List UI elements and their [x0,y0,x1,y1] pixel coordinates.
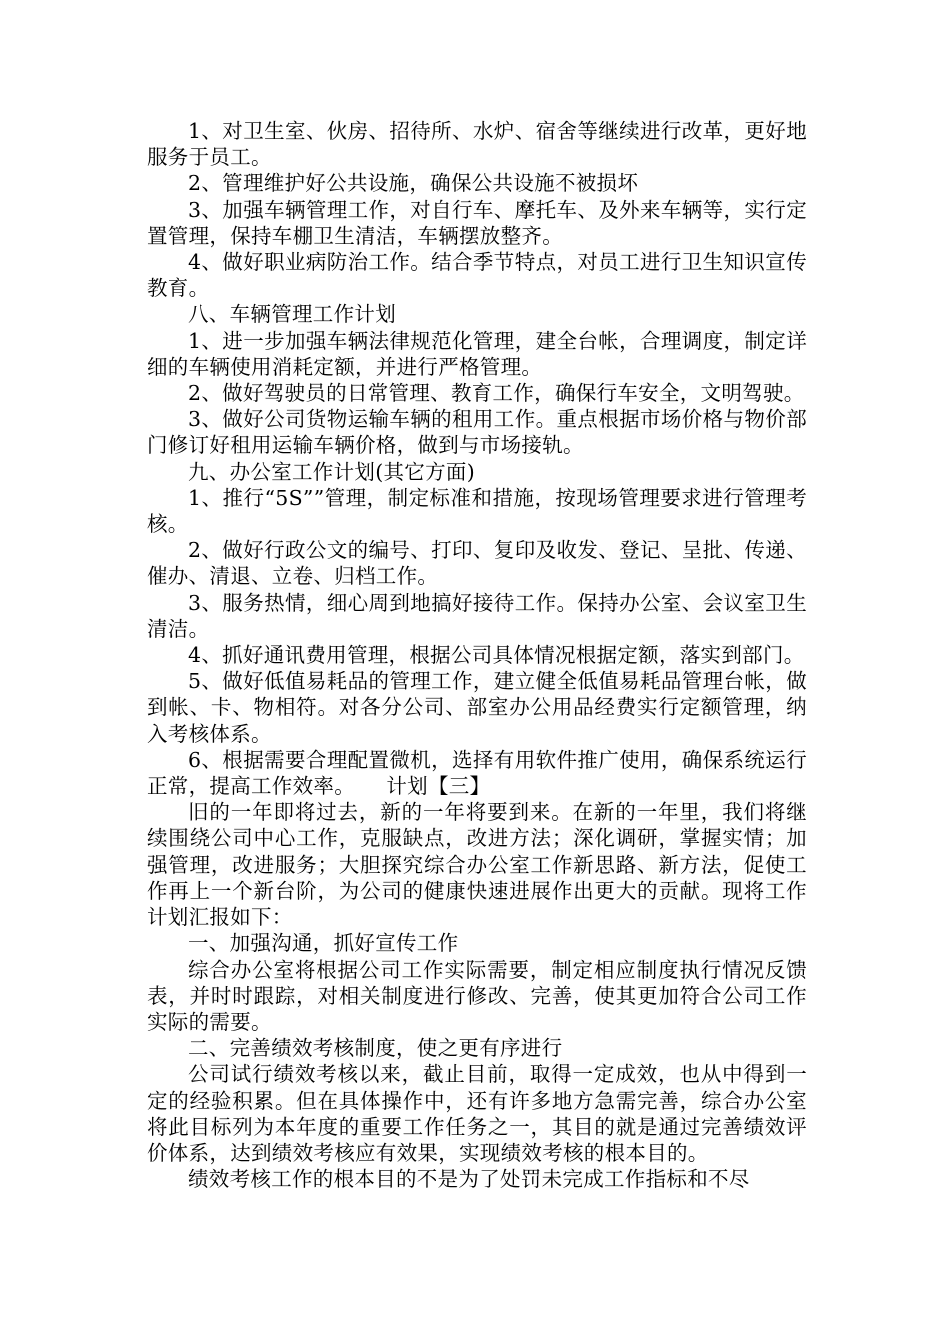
paragraph-item-7: 3、做好公司货物运输车辆的租用工作。重点根据市场价格与物价部门修订好租用运输车辆价格，做到与市场接轨。 [147,407,807,458]
section-heading-9: 九、办公室工作计划(其它方面) [188,459,475,484]
body-text [147,118,807,1192]
paragraph-item-3: 3、加强车辆管理工作，对自行车、摩托车、及外来车辆等，实行定置管理，保持车棚卫生清洁，车辆摆放整齐。 [147,197,807,248]
paragraph-item-13: 6、根据需要合理配置微机，选择有用软件推广使用，确保系统运行正常，提高工作效率。 计划【三】 [147,747,807,799]
paragraph-item-9: 2、做好行政公文的编号、打印、复印及收发、登记、呈批、传递、催办、清退、立卷、归档工作。 [147,538,807,589]
section-heading-1: 一、加强沟通，抓好宣传工作 [188,931,459,956]
paragraph-item-5: 1、进一步加强车辆法律规范化管理，建全台帐，合理调度，制定详细的车辆使用消耗定额，并进行严格管理。 [147,328,807,379]
section-heading-8: 八、车辆管理工作计划 [188,302,396,327]
paragraph-item-1: 1、对卫生室、伙房、招待所、水炉、宿舍等继续进行改革，更好地服务于员工。 [147,119,807,170]
paragraph-item-15: 公司试行绩效考核以来，截止目前，取得一定成效，也从中得到一定的经验积累。但在具体操作中，还有许多地方急需完善，综合办公室将此目标列为本年度的重要工作任务之一，其目的就是通过完善绩效评价体系，达到绩效考核应有效果，实现绩效考核的根本目的。 [147,1062,807,1165]
paragraph-item-8: 1、推行“5S””管理，制定标准和措施，按现场管理要求进行管理考核。 [147,485,807,537]
paragraph-item-16: 绩效考核工作的根本目的不是为了处罚未完成工作指标和不尽 [188,1167,750,1192]
paragraph-item-11: 4、抓好通讯费用管理，根据公司具体情况根据定额，落实到部门。 [188,643,805,668]
section-heading-2: 二、完善绩效考核制度，使之更有序进行 [188,1036,563,1061]
paragraph-item-2: 2、管理维护好公共设施，确保公共设施不被损坏 [188,171,639,196]
paragraph-item-14: 综合办公室将根据公司工作实际需要，制定相应制度执行情况反馈表，并时时跟踪，对相关制度进行修改、完善，使其更加符合公司工作实际的需要。 [147,957,807,1034]
intro-paragraph: 旧的一年即将过去，新的一年将要到来。在新的一年里，我们将继续围绕公司中心工作，克服缺点，改进方法；深化调研，掌握实情；加强管理，改进服务；大胆探究综合办公室工作新思路、新方法，促使工作再上一个新台阶，为公司的健康快速进展作出更大的贡献。现将工作计划汇报如下： [147,800,807,930]
paragraph-item-4: 4、做好职业病防治工作。结合季节特点，对员工进行卫生知识宣传教育。 [147,250,807,301]
paragraph-item-6: 2、做好驾驶员的日常管理、教育工作，确保行车安全，文明驾驶。 [188,381,805,406]
paragraph-item-12: 5、做好低值易耗品的管理工作，建立健全低值易耗品管理台帐，做到帐、卡、物相符。对各分公司、部室办公用品经费实行定额管理，纳入考核体系。 [147,669,807,746]
paragraph-item-10: 3、服务热情，细心周到地搞好接待工作。保持办公室、会议室卫生清洁。 [147,590,807,641]
